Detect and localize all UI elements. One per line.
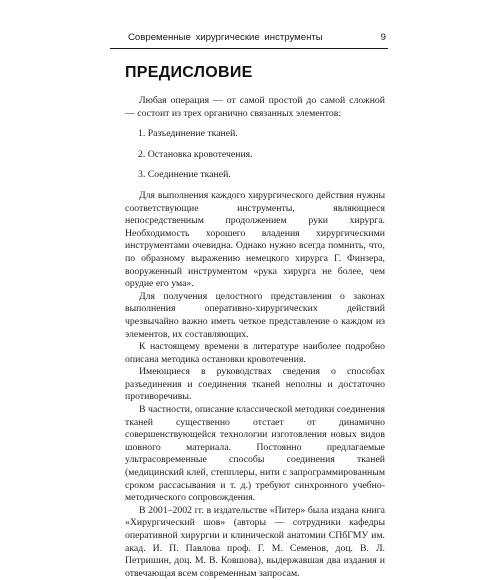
list-item-2: 2. Остановка кровотечения. (138, 148, 253, 160)
paragraph-2: Для получения целостного представления о законах выполнения оперативно-хирургических действий чрезвычайно важно иметь четкое представление о каждом из элементов, их составляющих. (125, 290, 385, 340)
paragraph-3: К настоящему времени в литературе наиболее подробно описана методика остановки кровотечения. (125, 341, 385, 365)
paragraph-4: Имеющиеся в руководствах сведения о способах разъединения и соединения тканей неполны и достаточно противоречивы. (125, 366, 385, 403)
paragraph-1: Для выполнения каждого хирургического действия нужны соответствующие инструменты, являющиеся непосредственным продолжением руки хирурга. Необходимость хорошего владения хирургическими инструментами очевидна. Однако нужно всегда помнить, что, по образному выражению немецкого хирурга Г. Финзера, вооруженный инструментом «рука хирурга не более, чем орудие его ума». (125, 189, 385, 290)
paragraph-6: В 2001–2002 гг. в издательстве «Питер» была издана книга «Хирургический шов» (авторы — сотрудники кафедры оперативной хирургии и клинической анатомии СПбГМУ им. акад. И. П. Павлова проф. Г. М. Семенов, доц. В. Л. Петришин, доц. М. В. Ковшова), выдержавшая два издания и отвечающая всем современным запросам. (125, 504, 385, 579)
running-title: Современные хирургические инструменты (128, 32, 323, 43)
page-number: 9 (380, 32, 386, 43)
running-header (110, 27, 388, 49)
page-title: ПРЕДИСЛОВИЕ (125, 64, 253, 81)
list-item-3: 3. Соединение тканей. (138, 169, 231, 181)
body-text (125, 95, 385, 580)
paragraph-intro: Любая операция — от самой простой до самой сложной — состоит из трех органично связанных элементов: (125, 95, 385, 119)
list-item-1: 1. Разъединение тканей. (138, 128, 238, 140)
paragraph-5: В частности, описание классической методики соединения тканей существенно отстает от динамично совершенствующейся технологии изготовления новых видов шовного материала. Постоянно предлагаемые ультрасовременные способы соединения тканей (медицинский клей, степплеры, нити с запрограммированным сроком рассасывания и т. д.) требуют синхронного учебно-методического сопровождения. (125, 404, 385, 504)
